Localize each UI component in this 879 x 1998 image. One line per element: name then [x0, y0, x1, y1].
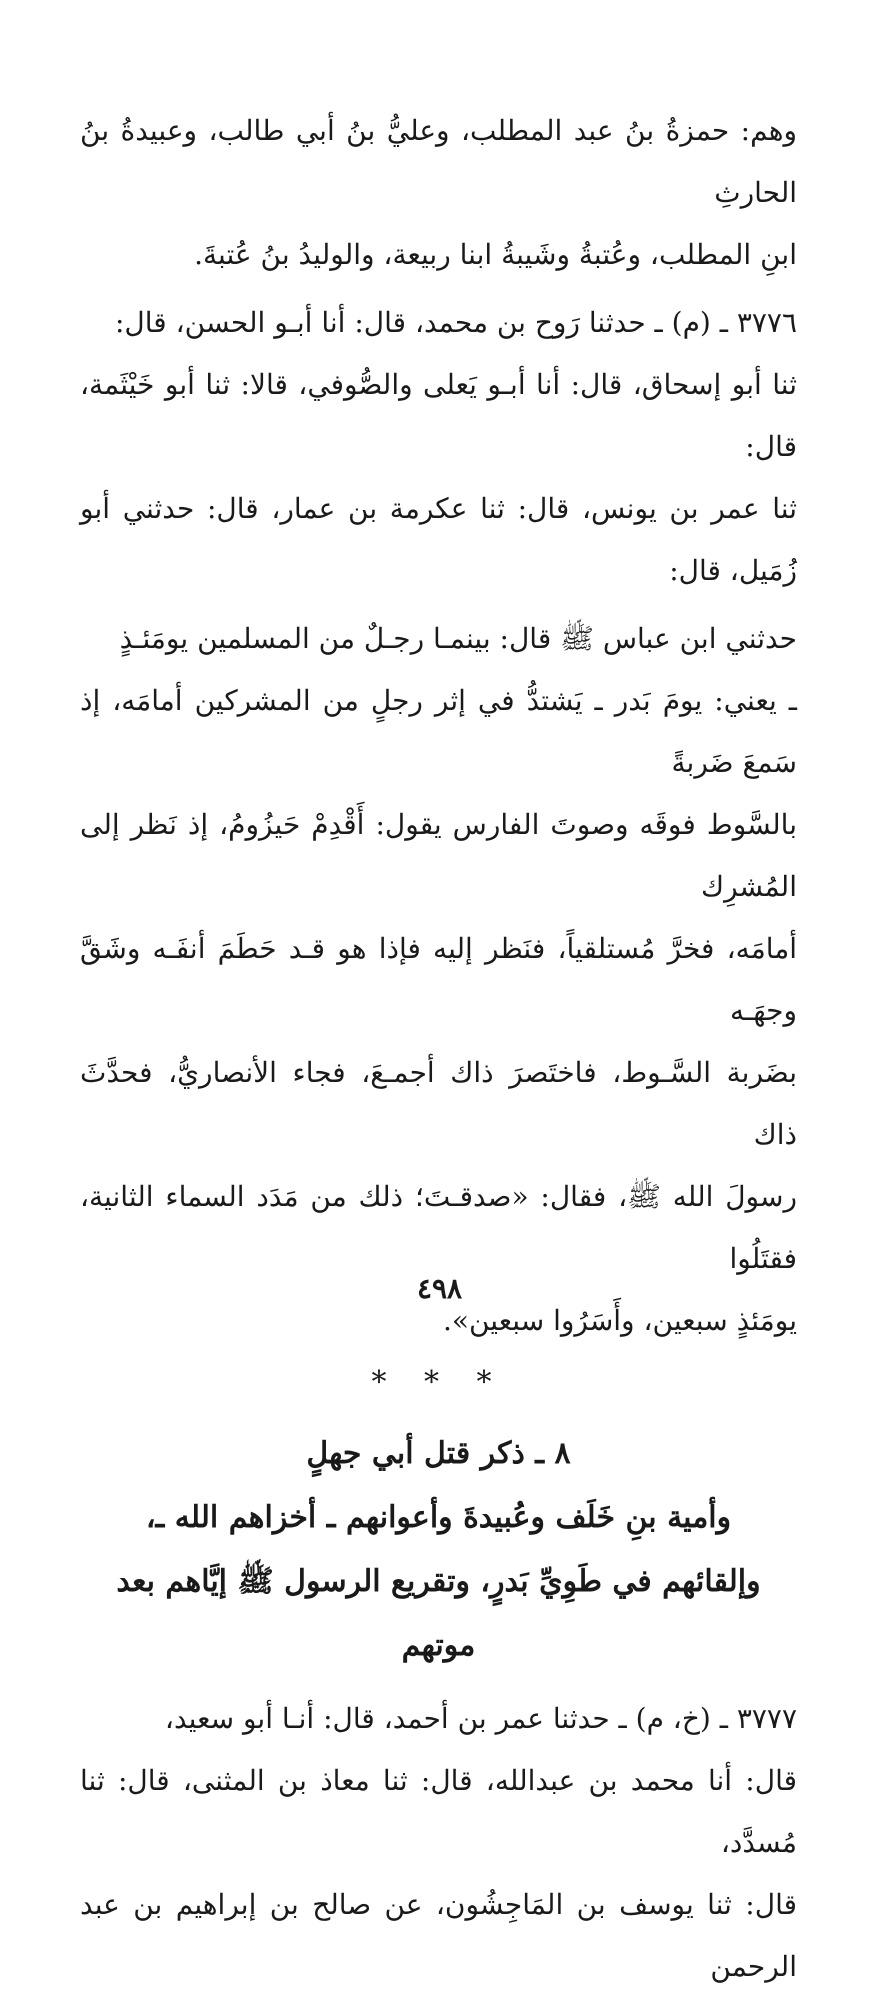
text-line: بالسَّوط فوقَه وصوتَ الفارس يقول: أَقْدِمْ حَيزُومُ، إذ نَظر إلى المُشرِك: [80, 808, 797, 903]
text-line: ابنِ المطلب، وعُتبةُ وشَيبةُ ابنا ربيعة، والوليدُ بنُ عُتبةَ.: [194, 238, 797, 271]
text-line: قال: أنا محمد بن عبدالله، قال: ثنا معاذ بن المثنى، قال: ثنا مُسدَّد،: [80, 1764, 797, 1859]
text-line: ثنا عمر بن يونس، قال: ثنا عكرمة بن عمار، قال: حدثني أبو زُمَيل، قال:: [80, 492, 797, 587]
text-line: وهم: حمزةُ بنُ عبد المطلب، وعليُّ بنُ أبي طالب، وعبيدةُ بنُ الحارثِ: [80, 114, 797, 209]
page-number: ٤٩٨: [416, 1272, 463, 1305]
text-line: بضَربة السَّـوط، فاختَصرَ ذاك أجمـعَ، فجاء الأنصاريُّ، فحدَّثَ ذاك: [80, 1056, 797, 1151]
text-line: رسولَ الله ﷺ، فقال: «صدقـتَ؛ ذلك من مَدَد السماء الثانية، فقتَلُوا: [80, 1180, 797, 1275]
paragraph-hadith-3776-isnad: [80, 292, 797, 602]
heading-line: وإلقائهم في طَوِيِّ بَدرٍ، وتقريع الرسول ﷺ إيَّاهم بعد موتهم: [116, 1564, 761, 1663]
text-line: قال: ثنا يوسف بن المَاجِشُون، عن صالح بن إبراهيم بن عبد الرحمن: [80, 1888, 797, 1983]
text-line: يومَئذٍ سبعين، وأَسَرُوا سبعين».: [442, 1304, 797, 1337]
section-separator: * * *: [371, 1365, 506, 1400]
text-line: ثنا أبو إسحاق، قال: أنا أبـو يَعلى والصُّوفي، قالا: ثنا أبو خَيْثَمة، قال:: [80, 368, 797, 463]
section-heading: [80, 1422, 797, 1678]
text-line: ٣٧٧٦ ـ (م) ـ حدثنا رَوح بن محمد، قال: أنا أبـو الحسن، قال:: [115, 306, 797, 339]
text-line: ـ يعني: يومَ بَدر ـ يَشتدُّ في إثر رجلٍ من المشركين أمامَه، إذ سَمعَ ضَربةً: [80, 684, 797, 779]
text-line: أمامَه، فخرَّ مُستلقياً، فنَظر إليه فإذا هو قـد حَطَمَ أنفَـه وشَقَّ وجهَـه: [80, 932, 797, 1027]
heading-line: وأمية بنِ خَلَف وعُبيدةَ وأعوانهم ـ أخزاهم الله ـ،: [145, 1500, 732, 1535]
paragraph-hadith-3777: [80, 1688, 797, 1998]
text-line: ٣٧٧٧ ـ (خ، م) ـ حدثنا عمر بن أحمد، قال: أنـا أبو سعيد،: [164, 1702, 797, 1735]
text-line: حدثني ابن عباس ﷺ قال: بينمـا رجـلٌ من المسلمين يومَئـذٍ: [119, 622, 797, 655]
paragraph-hadith-3776-matn: [80, 608, 797, 1352]
heading-line: ٨ ـ ذكر قتل أبي جهلٍ: [306, 1436, 571, 1471]
paragraph-names: [80, 100, 797, 286]
